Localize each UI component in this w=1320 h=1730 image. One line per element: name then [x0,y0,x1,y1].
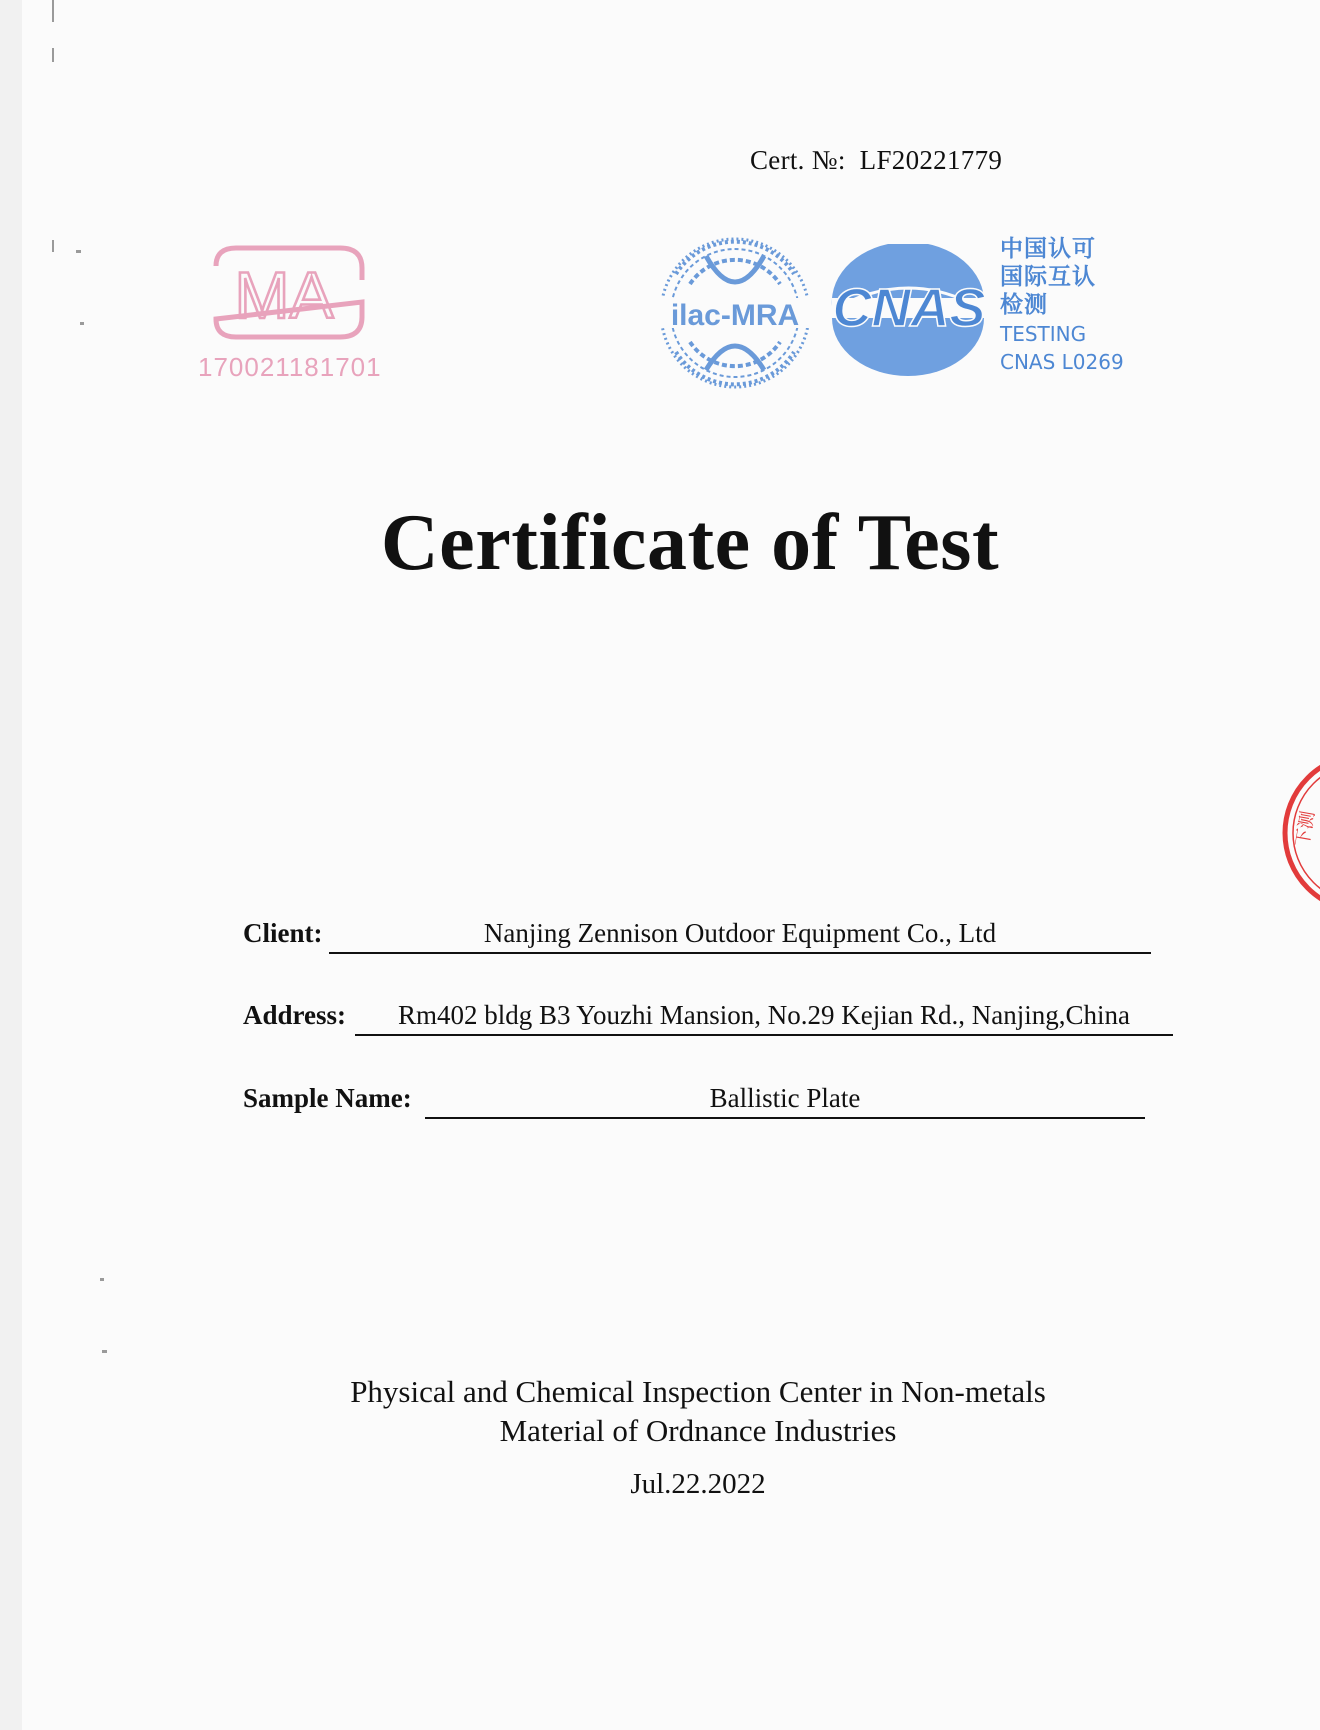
cnas-accreditation-number: CNAS L0269 [1000,350,1124,374]
certificate-number-value: LF20221779 [859,145,1003,175]
cnas-chinese-line: 检测 [1000,292,1048,318]
seal-text: 下测 [1292,809,1320,849]
issuer-line-2: Material of Ordnance Industries [499,1413,897,1448]
scan-mark [76,250,81,253]
red-seal-stamp [1281,752,1320,914]
cma-logo-text: MA [234,258,334,332]
certificate-number [750,145,1002,176]
cnas-testing-label: TESTING [1000,322,1087,346]
cma-number: 170021181701 [198,352,382,382]
cnas-logo [818,244,1000,376]
scan-mark [100,1278,104,1281]
client-value: Nanjing Zennison Outdoor Equipment Co., Ltd [329,918,1151,954]
sample-name-label: Sample Name: [243,1083,412,1113]
cnas-chinese-line: 国际互认 [1000,264,1096,290]
client-field [243,918,997,949]
sample-name-value: Ballistic Plate [425,1083,1145,1119]
document-title: Certificate of Test [380,499,1000,587]
address-field [243,1000,1130,1031]
scan-mark [102,1350,107,1353]
issuer-line-1: Physical and Chemical Inspection Center in Non-metals [350,1374,1046,1409]
scan-mark [52,48,54,62]
cnas-chinese-line: 中国认可 [1000,236,1096,262]
ilac-mra-text: ilac-MRA [670,299,800,332]
issuing-organization [0,1372,1320,1450]
scan-mark [52,0,54,22]
certificate-number-label: Cert. №: [750,145,846,175]
cnas-logo-text: CNAS [832,278,986,338]
ilac-mra-logo [656,234,814,392]
client-label: Client: [243,918,323,948]
scan-mark [52,240,54,252]
scan-mark [80,322,84,325]
address-value: Rm402 bldg B3 Youzhi Mansion, No.29 Kejian Rd., Nanjing,China [355,1000,1173,1036]
cma-logo [196,240,376,345]
sample-name-field [243,1083,861,1114]
cnas-mark-text [1000,238,1124,378]
address-label: Address: [243,1000,347,1030]
issue-date: Jul.22.2022 [630,1468,766,1500]
